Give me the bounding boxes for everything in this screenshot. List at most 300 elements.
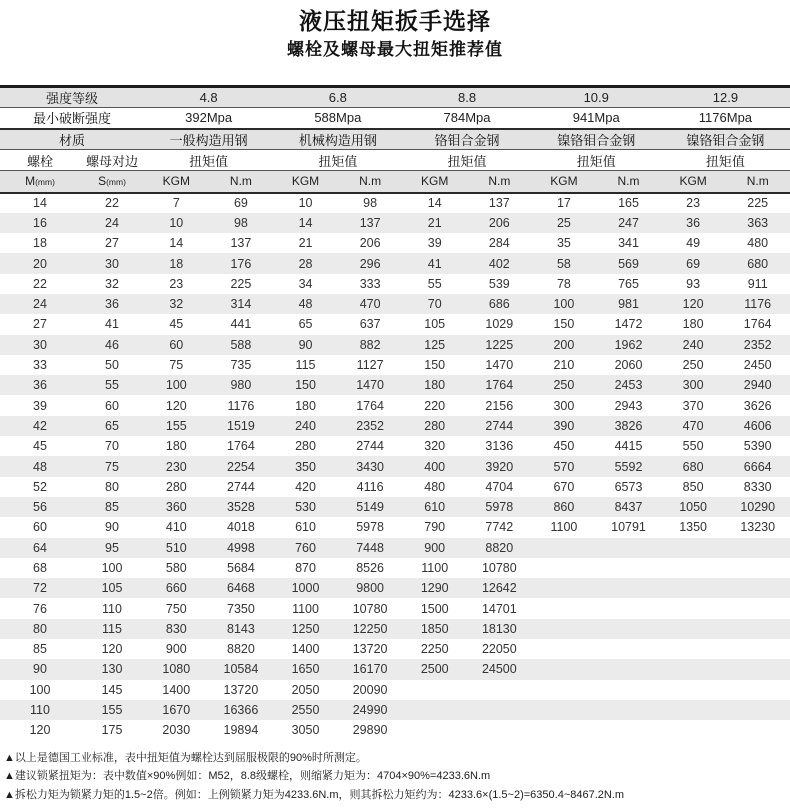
cell: 49 [686,236,701,251]
cell: 1764 [743,317,772,332]
cell: 70 [105,439,119,454]
cell: 250 [553,378,575,393]
cell [661,558,726,578]
cell: 4116 [356,479,384,494]
col-header-kgm: KGM [421,174,449,189]
cell: 176 [230,256,252,271]
cell: 900 [165,642,187,657]
cell: 42 [33,418,47,433]
cell: 19894 [223,723,259,738]
table-row [0,375,790,395]
cell: 180 [165,439,187,454]
cell: 120 [101,642,123,657]
cell: 29890 [352,723,388,738]
cell: 2254 [227,459,255,474]
table-row [0,233,790,253]
cell: 10780 [352,601,388,616]
grade-value: 8.8 [457,90,477,105]
cell: 206 [488,215,510,230]
cell: 2352 [356,418,385,433]
cell: 4998 [227,540,255,555]
cell: 45 [169,317,184,332]
col-header-kgm: KGM [291,174,320,189]
cell: 4704 [485,479,514,494]
cell: 363 [747,215,769,230]
cell: 36 [686,215,701,230]
cell [596,639,661,659]
table-row [0,335,790,355]
cell: 60 [33,520,47,535]
cell: 660 [165,581,187,596]
cell: 10791 [611,520,646,535]
cell [402,720,467,740]
cell [467,720,532,740]
cell: 155 [101,703,123,718]
torque-label: 扭矩值 [576,153,616,169]
table-row [0,416,790,436]
cell: 1100 [550,520,578,535]
cell: 16366 [223,703,259,718]
cell: 580 [165,560,187,575]
cell: 760 [295,540,316,555]
grade-value: 6.8 [328,90,347,105]
cell: 686 [488,297,510,312]
cell [532,700,597,720]
cell: 22050 [481,642,517,657]
cell: 1400 [162,682,191,697]
cell: 90 [298,337,313,352]
cell [596,558,661,578]
cell: 25 [556,215,571,230]
cell: 125 [424,337,446,352]
cell: 55 [427,276,442,291]
cell [532,598,597,618]
strength-value: 392Mpa [185,110,233,126]
material-value: 镍铬钼合金钢 [557,132,636,148]
cell: 300 [682,378,704,393]
cell: 10 [298,196,313,211]
cell: 470 [682,418,704,433]
cell: 2453 [614,378,643,393]
cell: 1000 [291,581,320,596]
cell: 120 [682,297,704,312]
table-row [0,558,790,578]
torque-label: 扭矩值 [189,153,229,169]
cell: 390 [553,418,575,433]
cell: 150 [553,317,575,332]
table-row [0,639,790,659]
cell: 870 [295,560,316,575]
cell: 450 [553,439,575,454]
cell: 320 [424,439,446,454]
cell: 569 [618,256,639,271]
grade-row-label: 强度等级 [46,91,99,106]
cell [725,700,790,720]
cell: 36 [105,297,119,312]
table-row [0,497,790,517]
cell: 100 [101,560,123,575]
cell: 39 [427,236,442,251]
table-row [0,619,790,639]
cell: 1127 [356,358,384,373]
cell: 1176 [744,297,772,312]
cell: 670 [553,479,575,494]
cell: 50 [105,358,119,373]
cell: 110 [102,601,122,616]
cell: 2060 [614,358,643,373]
cell: 420 [295,479,316,494]
cell: 6573 [614,479,643,494]
cell: 240 [295,418,316,433]
cell: 24 [33,297,47,312]
torque-label: 扭矩值 [318,153,358,169]
cell: 33 [33,358,47,373]
cell: 2450 [743,358,772,373]
cell: 137 [359,215,381,230]
cell: 65 [298,317,313,332]
table-row [0,477,790,497]
cell: 1350 [679,520,708,535]
cell: 9800 [356,581,385,596]
cell: 18 [169,256,184,271]
table-row [0,517,790,537]
cell: 52 [33,479,47,494]
cell: 90 [105,520,119,535]
cell: 1080 [162,662,191,677]
cell: 56 [33,500,47,515]
cell: 23 [169,276,184,291]
cell [596,619,661,639]
cell: 680 [682,459,704,474]
cell: 35 [556,236,571,251]
cell [725,598,790,618]
strength-row-label: 最小破断强度 [33,111,112,127]
nut-label: 螺母对边 [86,153,139,169]
cell: 5684 [227,560,255,575]
cell: 5149 [356,500,385,515]
cell: 4606 [743,418,772,433]
cell: 46 [105,337,119,352]
cell: 16 [33,215,47,230]
cell: 830 [165,621,187,636]
torque-label: 扭矩值 [705,153,745,169]
table-row [0,314,790,334]
cell: 200 [553,337,575,352]
cell: 100 [165,378,187,393]
cell: 12250 [352,621,388,636]
cell: 765 [618,276,639,291]
page-title: 液压扭矩扳手选择 [299,8,491,34]
cell: 1850 [420,621,449,636]
cell: 1470 [356,378,385,393]
table-row [0,598,790,618]
cell: 230 [165,459,187,474]
cell: 735 [230,358,252,373]
cell: 85 [33,642,47,657]
table-row [0,294,790,314]
cell: 23 [686,196,701,211]
cell [725,680,790,700]
cell: 2744 [356,439,385,454]
table-row [0,659,790,679]
cell: 14 [33,196,47,211]
cell: 69 [233,196,248,211]
cell: 2744 [485,418,514,433]
col-header-nm: N.m [488,174,511,189]
cell: 78 [556,276,571,291]
footnotes [0,749,790,805]
cell: 27 [33,317,47,332]
cell: 180 [682,317,704,332]
cell [661,639,726,659]
cell [532,538,597,558]
cell: 8437 [614,500,643,515]
cell [725,659,790,679]
cell: 93 [686,276,701,291]
col-header-nm: N.m [359,174,382,189]
strength-value: 1176Mpa [698,110,753,126]
material-row-label: 材质 [59,132,86,148]
cell: 3430 [356,459,385,474]
cell: 2943 [614,398,643,413]
cell: 980 [230,378,252,393]
col-header-kgm: KGM [550,174,578,189]
strength-row [0,108,790,129]
cell: 180 [295,398,316,413]
cell: 90 [33,662,47,677]
cell: 98 [233,215,248,230]
cell: 8820 [485,540,514,555]
cell: 22 [105,196,119,211]
cell: 3136 [485,439,514,454]
material-value: 铬钼合金钢 [434,132,500,148]
table-row [0,680,790,700]
cell: 30 [33,337,47,352]
cell: 220 [424,398,446,413]
cell: 610 [295,520,316,535]
cell: 1764 [227,439,255,454]
cell: 850 [682,479,704,494]
table-row [0,700,790,720]
cell: 180 [424,378,446,393]
cell: 75 [169,358,184,373]
cell: 7742 [485,520,514,535]
cell: 75 [105,459,119,474]
table-row [0,213,790,233]
cell: 22 [33,276,47,291]
cell [725,720,790,740]
cell: 2250 [420,642,449,657]
col-header-m: M(mm) [25,174,55,189]
cell: 58 [556,256,571,271]
cell: 80 [105,479,119,494]
cell: 165 [618,196,639,211]
cell: 2156 [485,398,514,413]
cell: 3626 [743,398,772,413]
cell: 155 [165,418,187,433]
cell: 60 [169,337,184,352]
cell: 68 [33,560,47,575]
material-row [0,129,790,150]
cell [725,578,790,598]
cell: 882 [359,337,381,352]
cell: 2744 [227,479,255,494]
cell: 225 [230,276,252,291]
grade-value: 4.8 [199,90,218,105]
cell: 115 [102,621,122,636]
table-row [0,355,790,375]
cell [402,680,467,700]
cell: 1290 [420,581,449,596]
cell [596,578,661,598]
cell: 145 [101,682,123,697]
cell: 570 [553,459,575,474]
cell: 470 [359,297,381,312]
cell: 2352 [743,337,772,352]
cell: 550 [682,439,704,454]
cell: 1029 [485,317,514,332]
cell: 100 [29,682,51,697]
cell: 10780 [481,560,517,575]
cell: 8330 [743,479,772,494]
cell: 137 [230,236,252,251]
cell: 2500 [420,662,449,677]
cell: 14 [427,196,442,211]
bolt-nut-row [0,150,790,171]
cell: 4018 [227,520,255,535]
cell: 247 [618,215,639,230]
cell: 100 [553,297,575,312]
cell: 250 [682,358,704,373]
cell [661,619,726,639]
cell: 280 [295,439,316,454]
cell: 18130 [481,621,517,636]
cell: 1650 [291,662,320,677]
torque-table-body [0,193,790,741]
cell: 370 [682,398,704,413]
cell: 21 [298,236,313,251]
table-row [0,395,790,415]
cell [596,700,661,720]
cell: 1519 [227,418,255,433]
cell: 240 [682,337,704,352]
page-subtitle: 螺栓及螺母最大扭矩推荐值 [287,40,503,59]
cell: 441 [230,317,252,332]
col-header-nm: N.m [617,174,640,189]
cell: 105 [424,317,446,332]
cell [532,680,597,700]
table-row [0,436,790,456]
cell: 1225 [485,337,514,352]
cell: 1500 [420,601,449,616]
cell: 14 [298,215,313,230]
cell: 588 [230,337,252,352]
cell: 280 [424,418,446,433]
cell: 1050 [679,500,708,515]
cell: 284 [488,236,510,251]
strength-value: 941Mpa [572,110,620,126]
cell: 13230 [740,520,776,535]
cell: 120 [29,723,51,738]
cell: 48 [298,297,313,312]
cell [661,659,726,679]
footnote-1: ▲以上是德国工业标准，表中扭矩值为螺栓达到屈服极限的90%时所测定。 [4,751,367,764]
cell: 1400 [291,642,320,657]
grade-row [0,87,790,108]
cell: 10290 [740,500,776,515]
cell: 14 [169,236,184,251]
cell: 8143 [227,621,255,636]
cell: 7 [172,196,180,211]
grade-value: 12.9 [712,90,739,105]
cell: 30 [105,256,119,271]
col-header-nm: N.m [229,174,252,189]
cell: 539 [488,276,510,291]
cell: 41 [105,317,119,332]
torque-table [0,85,790,741]
cell: 1100 [421,560,449,575]
table-row [0,538,790,558]
cell: 400 [424,459,446,474]
cell: 2050 [291,682,320,697]
cell: 1962 [614,337,643,352]
cell: 64 [33,540,47,555]
cell: 750 [165,601,187,616]
cell: 1100 [292,601,319,616]
cell: 480 [747,236,769,251]
cell: 1764 [356,398,385,413]
cell [596,538,661,558]
material-value: 一般构造用钢 [169,132,248,148]
torque-label: 扭矩值 [447,153,487,169]
cell: 1250 [291,621,320,636]
cell: 27 [105,236,119,251]
cell: 210 [553,358,575,373]
table-row [0,578,790,598]
cell: 32 [169,297,184,312]
cell [532,720,597,740]
cell: 3528 [227,500,255,515]
cell: 860 [553,500,575,515]
cell [596,720,661,740]
cell [596,598,661,618]
cell: 333 [359,276,381,291]
cell: 1670 [162,703,191,718]
cell: 60 [105,398,119,413]
cell: 2030 [162,723,191,738]
cell [532,639,597,659]
cell: 2550 [291,703,320,718]
cell: 28 [298,256,313,271]
col-header-kgm: KGM [162,174,190,189]
cell: 510 [165,540,187,555]
cell [725,538,790,558]
cell [661,720,726,740]
cell [725,619,790,639]
cell [596,680,661,700]
cell: 41 [427,256,442,271]
cell: 110 [30,703,50,718]
cell: 1472 [614,317,643,332]
cell [532,619,597,639]
cell: 16170 [352,662,388,677]
col-header-s: S(mm) [98,174,126,189]
cell: 80 [33,621,47,636]
cell: 14701 [481,601,517,616]
cell: 137 [488,196,510,211]
cell: 150 [424,358,446,373]
cell: 280 [165,479,187,494]
